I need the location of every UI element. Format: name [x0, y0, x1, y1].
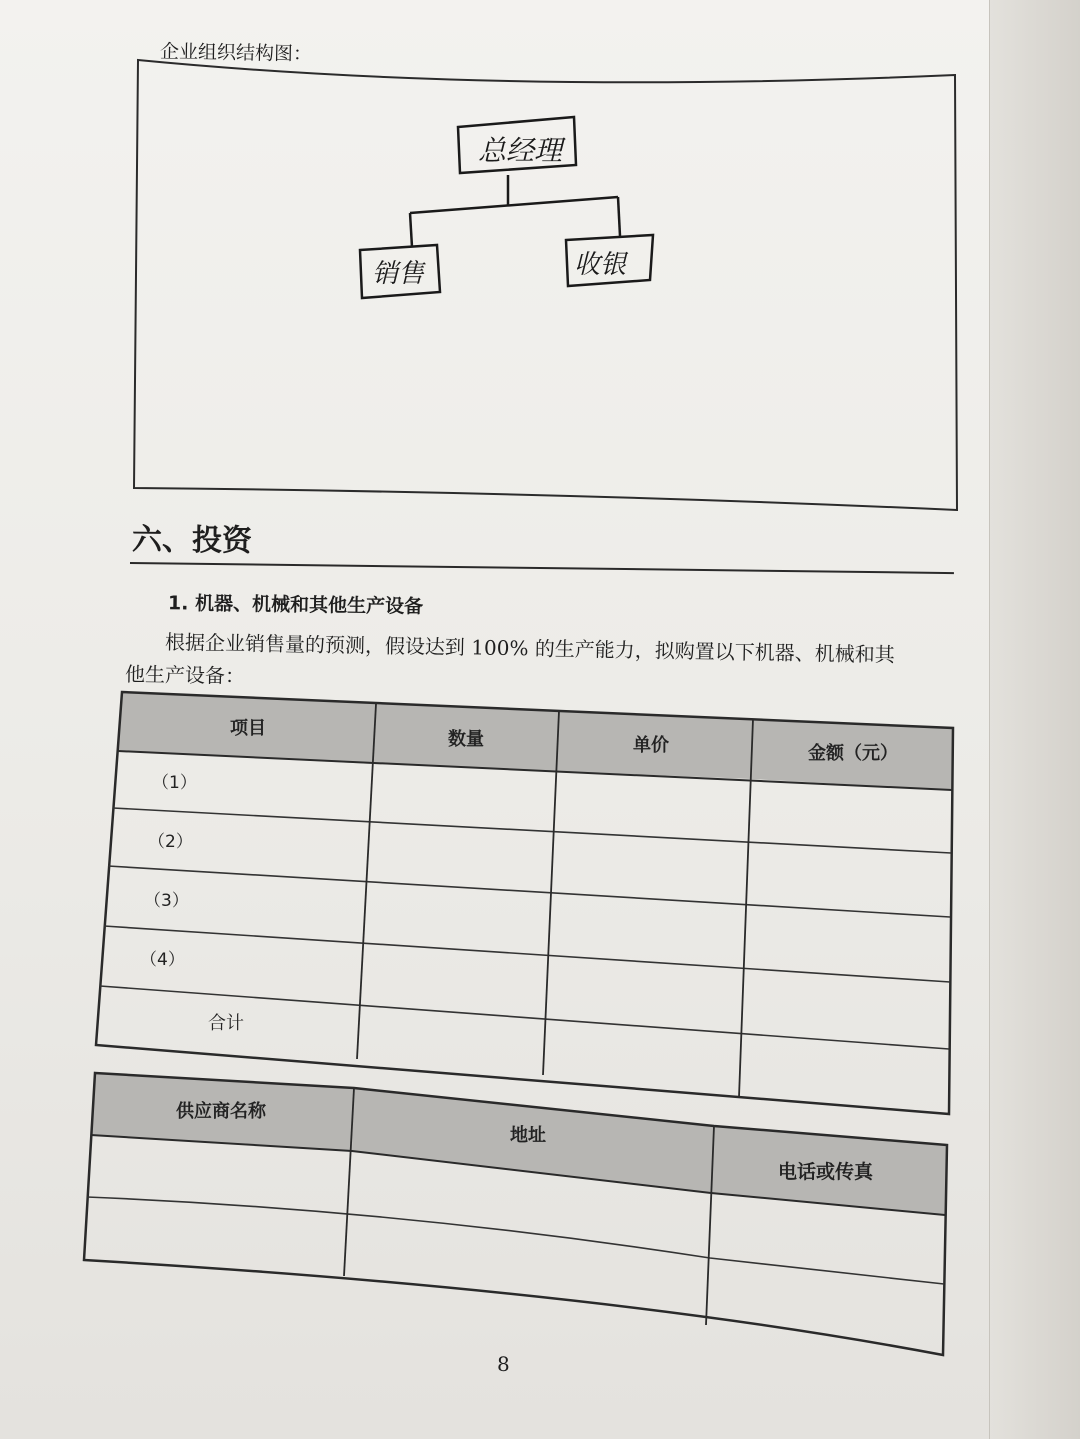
equipment-row-label-1: （1） [152, 773, 197, 793]
equipment-header-item: 项目 [230, 718, 266, 739]
equipment-header-quantity: 数量 [448, 729, 484, 750]
supplier-header-phone-fax: 电话或传真 [778, 1161, 874, 1183]
supplier-header-name: 供应商名称 [176, 1101, 266, 1122]
equipment-row-label-4: （4） [140, 950, 185, 970]
equipment-row-label-2: （2） [148, 832, 193, 852]
equipment-header-amount: 金额（元） [808, 743, 898, 764]
page-number: 8 [497, 1352, 510, 1376]
equipment-row-label-3: （3） [144, 891, 189, 911]
org-chart-label: 企业组织结构图： [159, 40, 313, 66]
org-node-top-label: 总经理 [478, 134, 563, 167]
paragraph-line-2: 他生产设备： [124, 662, 246, 689]
org-node-right-label: 收银 [574, 250, 627, 280]
org-node-left-label: 销售 [372, 259, 425, 289]
section-title: 六、投资 [131, 522, 253, 559]
subsection-title: 1. 机器、机械和其他生产设备 [167, 592, 424, 618]
paragraph-line-1: 根据企业销售量的预测，假设达到 100% 的生产能力，拟购置以下机器、机械和其 [164, 630, 895, 667]
equipment-header-unit-price: 单价 [633, 735, 669, 756]
supplier-header-address: 地址 [510, 1125, 546, 1146]
equipment-total-label: 合计 [208, 1013, 244, 1034]
